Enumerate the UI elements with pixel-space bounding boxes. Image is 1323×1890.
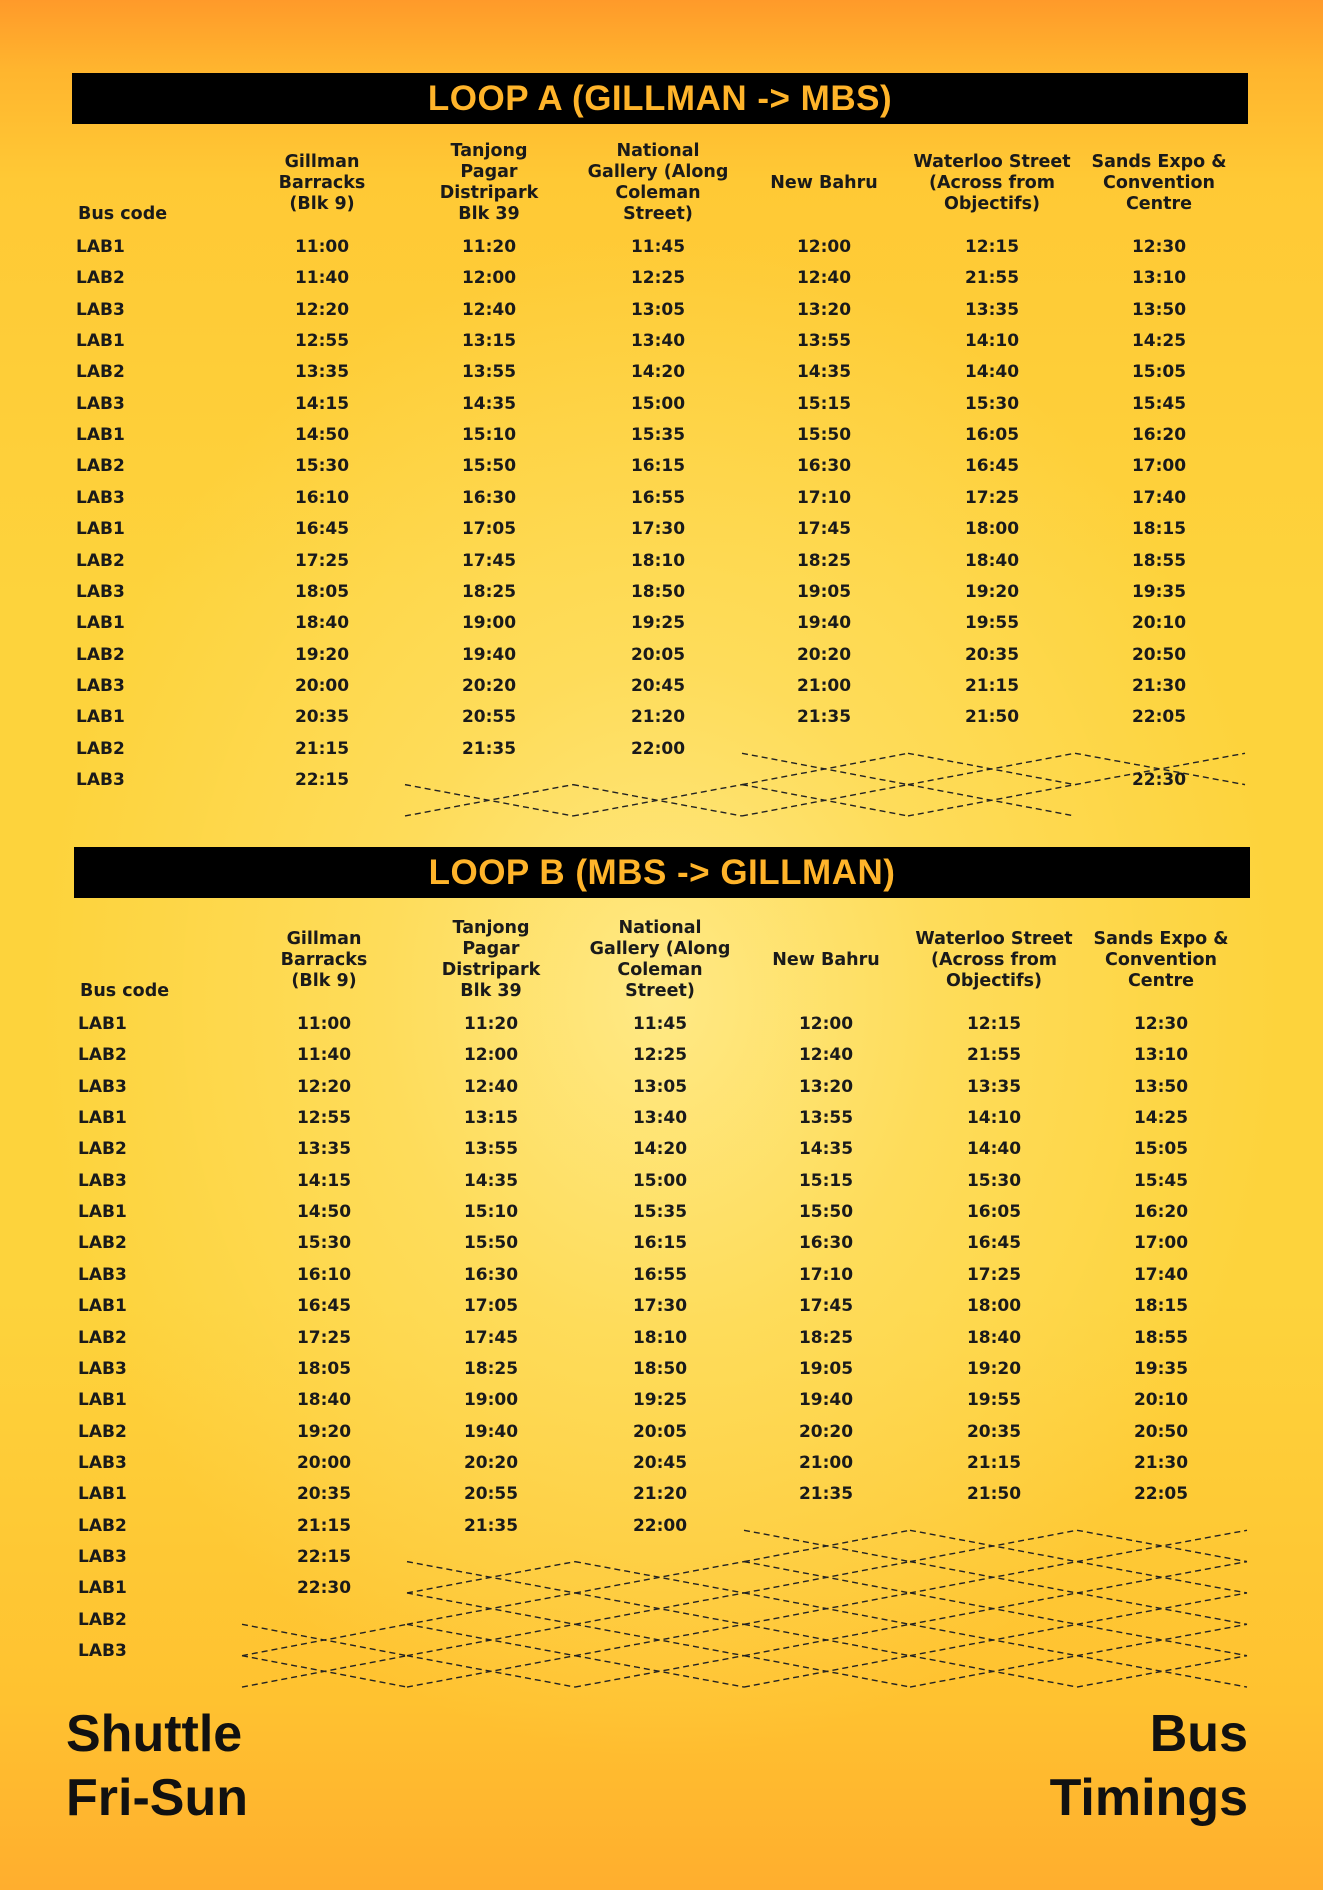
time-cell: 19:25	[632, 1390, 688, 1411]
time-cell: 19:00	[461, 613, 517, 634]
time-cell: 15:50	[461, 456, 517, 477]
time-cell: 14:10	[964, 331, 1020, 352]
bus-code-cell: LAB1	[76, 425, 125, 446]
time-cell: 15:45	[1131, 393, 1187, 414]
time-cell: 12:55	[296, 1108, 352, 1129]
time-cell: 16:05	[964, 425, 1020, 446]
time-cell: 18:40	[294, 613, 350, 634]
time-cell: 13:20	[798, 1076, 854, 1097]
time-cell: 13:40	[632, 1108, 688, 1129]
time-cell: 16:30	[463, 1264, 519, 1285]
time-cell: 20:50	[1131, 644, 1187, 665]
time-cell: 18:25	[798, 1327, 854, 1348]
bus-code-cell: LAB1	[78, 1578, 127, 1599]
time-cell: 14:15	[294, 393, 350, 414]
time-cell: 21:20	[630, 707, 686, 728]
time-cell: 22:30	[296, 1578, 352, 1599]
time-cell: 13:05	[632, 1076, 688, 1097]
stop-header: New Bahru	[772, 949, 880, 970]
time-cell: 20:05	[632, 1421, 688, 1442]
time-cell: 17:00	[1131, 456, 1187, 477]
time-cell: 14:10	[966, 1108, 1022, 1129]
time-cell: 17:40	[1133, 1264, 1189, 1285]
time-cell: 16:55	[630, 487, 686, 508]
bus-code-cell: LAB2	[76, 550, 125, 571]
time-cell: 13:50	[1131, 299, 1187, 320]
footer-fri-sun: Fri-Sun	[66, 1769, 248, 1827]
bus-code-cell: LAB3	[78, 1641, 127, 1661]
time-cell: 21:30	[1131, 675, 1187, 696]
time-cell: 15:10	[463, 1202, 519, 1223]
time-cell: 18:25	[796, 550, 852, 571]
bus-code-cell: LAB1	[78, 1296, 127, 1317]
time-cell: 14:50	[294, 425, 350, 446]
time-cell: 11:20	[463, 1014, 519, 1034]
time-cell: 22:30	[1131, 769, 1187, 790]
time-cell: 17:10	[798, 1264, 854, 1285]
time-cell: 17:30	[632, 1296, 688, 1317]
loop-a-title: LOOP A (GILLMAN -> MBS)	[72, 73, 1248, 124]
time-cell: 13:50	[1133, 1076, 1189, 1097]
stop-header: Waterloo Street (Across from Objectifs)	[913, 151, 1071, 214]
time-cell: 15:50	[796, 425, 852, 446]
time-cell: 17:45	[463, 1327, 519, 1348]
bus-code-cell: LAB2	[78, 1609, 127, 1630]
time-cell: 20:35	[966, 1421, 1022, 1442]
stop-header: Tanjong Pagar Distripark Blk 39	[441, 918, 541, 1001]
time-cell: 19:20	[964, 581, 1020, 602]
time-cell: 14:35	[796, 362, 852, 383]
time-cell: 16:20	[1133, 1202, 1189, 1223]
time-cell: 12:15	[964, 237, 1020, 257]
time-cell: 20:20	[461, 675, 517, 696]
time-cell: 16:30	[461, 487, 517, 508]
time-cell: 21:35	[798, 1484, 854, 1505]
bus-code-cell: LAB1	[78, 1390, 127, 1411]
time-cell: 20:20	[798, 1421, 854, 1442]
time-cell: 21:15	[296, 1515, 352, 1536]
time-cell: 16:45	[964, 456, 1020, 477]
time-cell: 13:15	[461, 331, 517, 352]
time-cell: 14:40	[966, 1139, 1022, 1160]
time-cell: 19:40	[463, 1421, 519, 1442]
time-cell: 21:50	[964, 707, 1020, 728]
time-cell: 15:30	[966, 1170, 1022, 1191]
time-cell: 12:00	[796, 237, 852, 257]
time-cell: 12:55	[294, 331, 350, 352]
time-cell: 19:55	[964, 613, 1020, 634]
time-cell: 12:00	[463, 1045, 519, 1066]
time-cell: 19:20	[966, 1358, 1022, 1379]
bus-code-cell: LAB3	[78, 1170, 127, 1191]
footer-bus: Bus	[1149, 1705, 1248, 1763]
time-cell: 21:50	[966, 1484, 1022, 1505]
time-cell: 18:15	[1131, 519, 1187, 540]
footer-left	[66, 1702, 248, 1830]
stop-header: Gillman Barracks (Blk 9)	[278, 151, 366, 214]
time-cell: 15:50	[463, 1233, 519, 1254]
time-cell: 17:00	[1133, 1233, 1189, 1254]
time-cell: 21:15	[294, 738, 350, 759]
bus-code-cell: LAB1	[76, 237, 125, 257]
time-cell: 19:20	[294, 644, 350, 665]
bus-code-cell: LAB1	[76, 519, 125, 540]
time-cell: 22:00	[630, 738, 686, 759]
stop-header: Waterloo Street (Across from Objectifs)	[915, 928, 1073, 991]
time-cell: 20:35	[964, 644, 1020, 665]
time-cell: 18:40	[966, 1327, 1022, 1348]
bus-code-cell: LAB2	[78, 1421, 127, 1442]
time-cell: 12:40	[798, 1045, 854, 1066]
time-cell: 15:15	[796, 393, 852, 414]
time-cell: 17:05	[461, 519, 517, 540]
time-cell: 14:25	[1131, 331, 1187, 352]
time-cell: 15:45	[1133, 1170, 1189, 1191]
time-cell: 16:30	[796, 456, 852, 477]
stop-header: Tanjong Pagar Distripark Blk 39	[439, 141, 539, 224]
time-cell: 14:35	[798, 1139, 854, 1160]
time-cell: 22:05	[1131, 707, 1187, 728]
time-cell: 12:00	[461, 268, 517, 289]
time-cell: 12:40	[463, 1076, 519, 1097]
time-cell: 11:00	[294, 237, 350, 257]
time-cell: 21:30	[1133, 1452, 1189, 1473]
time-cell: 19:40	[798, 1390, 854, 1411]
time-cell: 20:35	[294, 707, 350, 728]
time-cell: 11:45	[630, 237, 686, 257]
time-cell: 18:10	[630, 550, 686, 571]
time-cell: 20:55	[463, 1484, 519, 1505]
bus-code-cell: LAB2	[78, 1515, 127, 1536]
time-cell: 12:40	[461, 299, 517, 320]
time-cell: 18:50	[632, 1358, 688, 1379]
time-cell: 20:50	[1133, 1421, 1189, 1442]
time-cell: 22:15	[296, 1546, 352, 1567]
time-cell: 14:50	[296, 1202, 352, 1223]
time-cell: 20:45	[632, 1452, 688, 1473]
bus-code-header: Bus code	[80, 981, 170, 1001]
time-cell: 13:40	[630, 331, 686, 352]
time-cell: 20:45	[630, 675, 686, 696]
time-cell: 15:50	[798, 1202, 854, 1223]
time-cell: 15:00	[632, 1170, 688, 1191]
bus-code-cell: LAB3	[76, 299, 125, 320]
time-cell: 18:50	[630, 581, 686, 602]
stop-header: Sands Expo & Convention Centre	[1091, 151, 1227, 214]
time-cell: 16:15	[632, 1233, 688, 1254]
time-cell: 17:10	[796, 487, 852, 508]
time-cell: 22:15	[294, 769, 350, 790]
time-cell: 13:35	[296, 1139, 352, 1160]
time-cell: 13:35	[964, 299, 1020, 320]
time-cell: 17:25	[296, 1327, 352, 1348]
time-cell: 14:15	[296, 1170, 352, 1191]
time-cell: 14:25	[1133, 1108, 1189, 1129]
stop-header: Sands Expo & Convention Centre	[1093, 928, 1229, 991]
bus-code-cell: LAB2	[78, 1233, 127, 1254]
time-cell: 12:25	[630, 268, 686, 289]
time-cell: 17:05	[463, 1296, 519, 1317]
time-cell: 21:55	[964, 268, 1020, 289]
bus-code-cell: LAB1	[76, 613, 125, 634]
bus-code-cell: LAB2	[76, 362, 125, 383]
time-cell: 12:40	[796, 268, 852, 289]
time-cell: 18:25	[461, 581, 517, 602]
time-cell: 11:40	[294, 268, 350, 289]
time-cell: 19:35	[1131, 581, 1187, 602]
bus-code-cell: LAB1	[78, 1014, 127, 1034]
time-cell: 11:00	[296, 1014, 352, 1034]
bus-code-cell: LAB3	[76, 393, 125, 414]
time-cell: 13:35	[966, 1076, 1022, 1097]
bus-code-cell: LAB2	[78, 1045, 127, 1066]
time-cell: 15:15	[798, 1170, 854, 1191]
time-cell: 13:20	[796, 299, 852, 320]
time-cell: 11:20	[461, 237, 517, 257]
time-cell: 14:35	[463, 1170, 519, 1191]
time-cell: 20:00	[294, 675, 350, 696]
time-cell: 15:00	[630, 393, 686, 414]
time-cell: 21:00	[796, 675, 852, 696]
time-cell: 20:10	[1131, 613, 1187, 634]
time-cell: 14:20	[630, 362, 686, 383]
time-cell: 21:55	[966, 1045, 1022, 1066]
stop-header: National Gallery (Along Coleman Street)	[589, 918, 731, 1001]
time-cell: 18:55	[1131, 550, 1187, 571]
time-cell: 12:15	[966, 1014, 1022, 1034]
time-cell: 15:05	[1133, 1139, 1189, 1160]
time-cell: 17:45	[798, 1296, 854, 1317]
time-cell: 21:35	[796, 707, 852, 728]
time-cell: 20:05	[630, 644, 686, 665]
time-cell: 22:05	[1133, 1484, 1189, 1505]
loop-b-title: LOOP B (MBS -> GILLMAN)	[74, 847, 1250, 898]
time-cell: 13:10	[1133, 1045, 1189, 1066]
time-cell: 18:05	[294, 581, 350, 602]
time-cell: 12:20	[296, 1076, 352, 1097]
time-cell: 17:40	[1131, 487, 1187, 508]
time-cell: 19:40	[796, 613, 852, 634]
time-cell: 13:55	[796, 331, 852, 352]
time-cell: 17:25	[294, 550, 350, 571]
time-cell: 16:20	[1131, 425, 1187, 446]
time-cell: 19:40	[461, 644, 517, 665]
stop-header: New Bahru	[770, 172, 878, 193]
bus-code-cell: LAB2	[76, 644, 125, 665]
time-cell: 13:10	[1131, 268, 1187, 289]
time-cell: 13:55	[461, 362, 517, 383]
time-cell: 16:45	[296, 1296, 352, 1317]
bus-code-cell: LAB1	[78, 1202, 127, 1223]
time-cell: 17:30	[630, 519, 686, 540]
bus-code-cell: LAB1	[76, 331, 125, 352]
bus-code-cell: LAB3	[78, 1264, 127, 1285]
time-cell: 20:10	[1133, 1390, 1189, 1411]
time-cell: 16:30	[798, 1233, 854, 1254]
time-cell: 20:00	[296, 1452, 352, 1473]
time-cell: 20:55	[461, 707, 517, 728]
bus-code-cell: LAB3	[76, 581, 125, 602]
time-cell: 21:15	[966, 1452, 1022, 1473]
time-cell: 18:25	[463, 1358, 519, 1379]
time-cell: 16:55	[632, 1264, 688, 1285]
time-cell: 19:55	[966, 1390, 1022, 1411]
time-cell: 12:20	[294, 299, 350, 320]
time-cell: 17:25	[964, 487, 1020, 508]
time-cell: 20:35	[296, 1484, 352, 1505]
time-cell: 19:00	[463, 1390, 519, 1411]
time-cell: 16:10	[294, 487, 350, 508]
time-cell: 14:20	[632, 1139, 688, 1160]
bus-code-cell: LAB3	[78, 1076, 127, 1097]
time-cell: 20:20	[463, 1452, 519, 1473]
bus-code-header: Bus code	[78, 204, 168, 224]
time-cell: 19:05	[798, 1358, 854, 1379]
time-cell: 11:45	[632, 1014, 688, 1034]
time-cell: 13:55	[798, 1108, 854, 1129]
time-cell: 13:05	[630, 299, 686, 320]
time-cell: 21:20	[632, 1484, 688, 1505]
time-cell: 21:00	[798, 1452, 854, 1473]
time-cell: 16:45	[966, 1233, 1022, 1254]
time-cell: 19:35	[1133, 1358, 1189, 1379]
bus-code-cell: LAB3	[76, 675, 125, 696]
bus-code-cell: LAB3	[78, 1358, 127, 1379]
time-cell: 16:15	[630, 456, 686, 477]
footer-timings: Timings	[1049, 1769, 1248, 1827]
time-cell: 16:05	[966, 1202, 1022, 1223]
time-cell: 18:55	[1133, 1327, 1189, 1348]
time-cell: 14:40	[964, 362, 1020, 383]
time-cell: 12:30	[1133, 1014, 1189, 1034]
time-cell: 17:45	[461, 550, 517, 571]
time-cell: 15:35	[632, 1202, 688, 1223]
bus-code-cell: LAB2	[76, 268, 125, 289]
bus-code-cell: LAB3	[76, 487, 125, 508]
time-cell: 19:25	[630, 613, 686, 634]
bus-code-cell: LAB3	[78, 1546, 127, 1567]
time-cell: 18:40	[296, 1390, 352, 1411]
time-cell: 18:00	[966, 1296, 1022, 1317]
time-cell: 17:25	[966, 1264, 1022, 1285]
footer-right	[1050, 1702, 1248, 1830]
time-cell: 20:20	[796, 644, 852, 665]
bus-code-cell: LAB1	[78, 1484, 127, 1505]
bus-code-cell: LAB3	[78, 1452, 127, 1473]
bus-code-cell: LAB2	[76, 456, 125, 477]
stop-header: National Gallery (Along Coleman Street)	[587, 141, 729, 224]
time-cell: 21:35	[463, 1515, 519, 1536]
time-cell: 17:45	[796, 519, 852, 540]
time-cell: 15:35	[630, 425, 686, 446]
time-cell: 18:40	[964, 550, 1020, 571]
time-cell: 15:30	[964, 393, 1020, 414]
time-cell: 21:35	[461, 738, 517, 759]
time-cell: 14:35	[461, 393, 517, 414]
time-cell: 18:05	[296, 1358, 352, 1379]
time-cell: 12:25	[632, 1045, 688, 1066]
bus-code-cell: LAB2	[76, 738, 125, 759]
bus-code-cell: LAB3	[76, 769, 125, 790]
time-cell: 19:05	[796, 581, 852, 602]
time-cell: 15:05	[1131, 362, 1187, 383]
time-cell: 11:40	[296, 1045, 352, 1066]
time-cell: 22:00	[632, 1515, 688, 1536]
time-cell: 13:55	[463, 1139, 519, 1160]
bus-code-cell: LAB2	[78, 1139, 127, 1160]
time-cell: 13:15	[463, 1108, 519, 1129]
bus-code-cell: LAB2	[78, 1327, 127, 1348]
time-cell: 12:30	[1131, 237, 1187, 257]
time-cell: 16:10	[296, 1264, 352, 1285]
time-cell: 15:10	[461, 425, 517, 446]
time-cell: 21:15	[964, 675, 1020, 696]
stop-header: Gillman Barracks (Blk 9)	[280, 928, 368, 991]
time-cell: 16:45	[294, 519, 350, 540]
bus-code-cell: LAB1	[78, 1108, 127, 1129]
time-cell: 18:15	[1133, 1296, 1189, 1317]
time-cell: 15:30	[294, 456, 350, 477]
time-cell: 18:00	[964, 519, 1020, 540]
time-cell: 12:00	[798, 1014, 854, 1034]
footer-shuttle: Shuttle	[66, 1705, 243, 1763]
time-cell: 18:10	[632, 1327, 688, 1348]
bus-code-cell: LAB1	[76, 707, 125, 728]
time-cell: 15:30	[296, 1233, 352, 1254]
time-cell: 19:20	[296, 1421, 352, 1442]
time-cell: 13:35	[294, 362, 350, 383]
